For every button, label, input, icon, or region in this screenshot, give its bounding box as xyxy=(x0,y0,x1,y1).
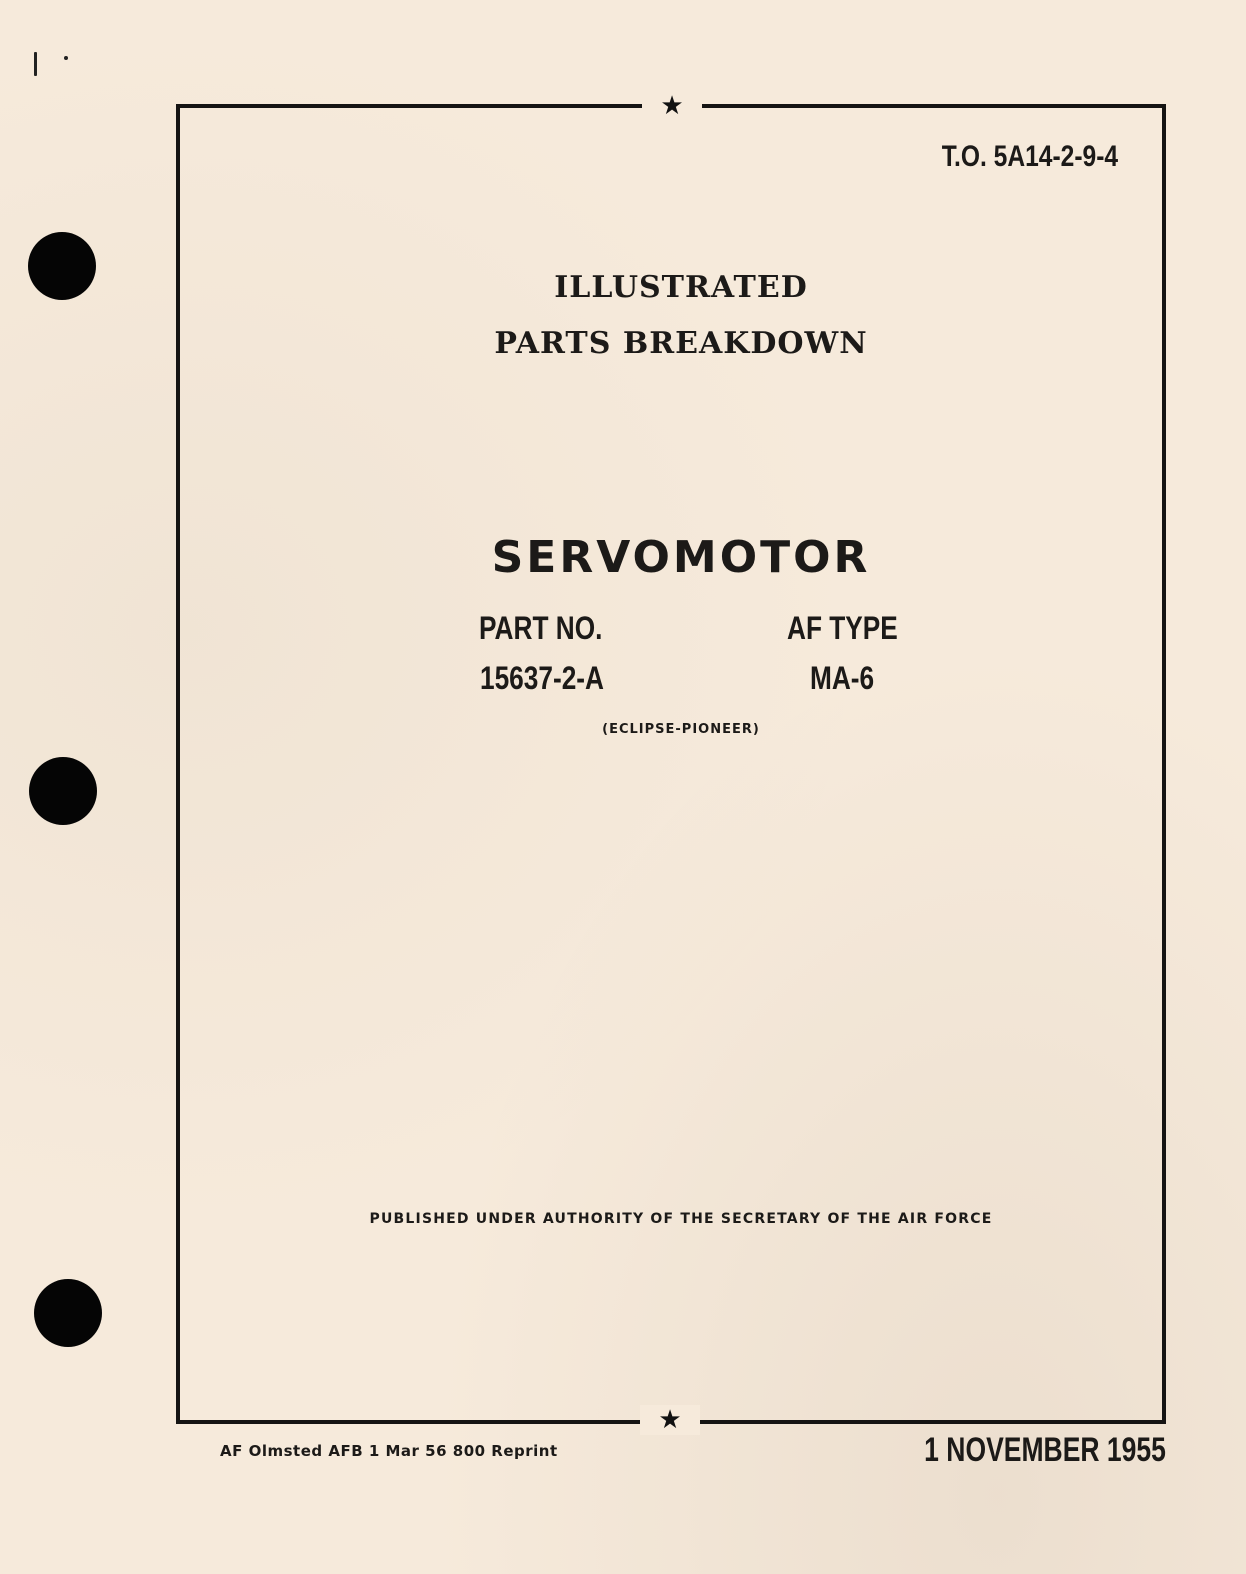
printing-note: AF Olmsted AFB 1 Mar 56 800 Reprint xyxy=(220,1442,558,1460)
af-type-label: AF TYPE xyxy=(787,610,898,646)
speck-mark xyxy=(64,56,68,60)
af-type-value: MA-6 xyxy=(810,660,875,696)
part-no-value: 15637-2-A xyxy=(480,660,604,696)
part-no-label: PART NO. xyxy=(479,610,603,646)
title-line-1: ILLUSTRATED xyxy=(554,270,808,305)
publication-date: 1 NOVEMBER 1955 xyxy=(924,1431,1166,1469)
star-icon-top: ★ xyxy=(642,91,702,121)
technical-order-number: T.O. 5A14-2-9-4 xyxy=(941,140,1118,173)
main-title: SERVOMOTOR xyxy=(491,532,871,583)
star-icon-bottom: ★ xyxy=(640,1405,700,1435)
punch-hole-middle xyxy=(29,757,97,825)
title-line-2: PARTS BREAKDOWN xyxy=(494,326,868,361)
manufacturer-name: (ECLIPSE-PIONEER) xyxy=(602,722,760,737)
authority-statement: PUBLISHED UNDER AUTHORITY OF THE SECRETARY OF THE AIR FORCE xyxy=(369,1211,993,1227)
punch-hole-bottom xyxy=(34,1279,102,1347)
punch-hole-top xyxy=(28,232,96,300)
speck-mark xyxy=(34,52,37,76)
